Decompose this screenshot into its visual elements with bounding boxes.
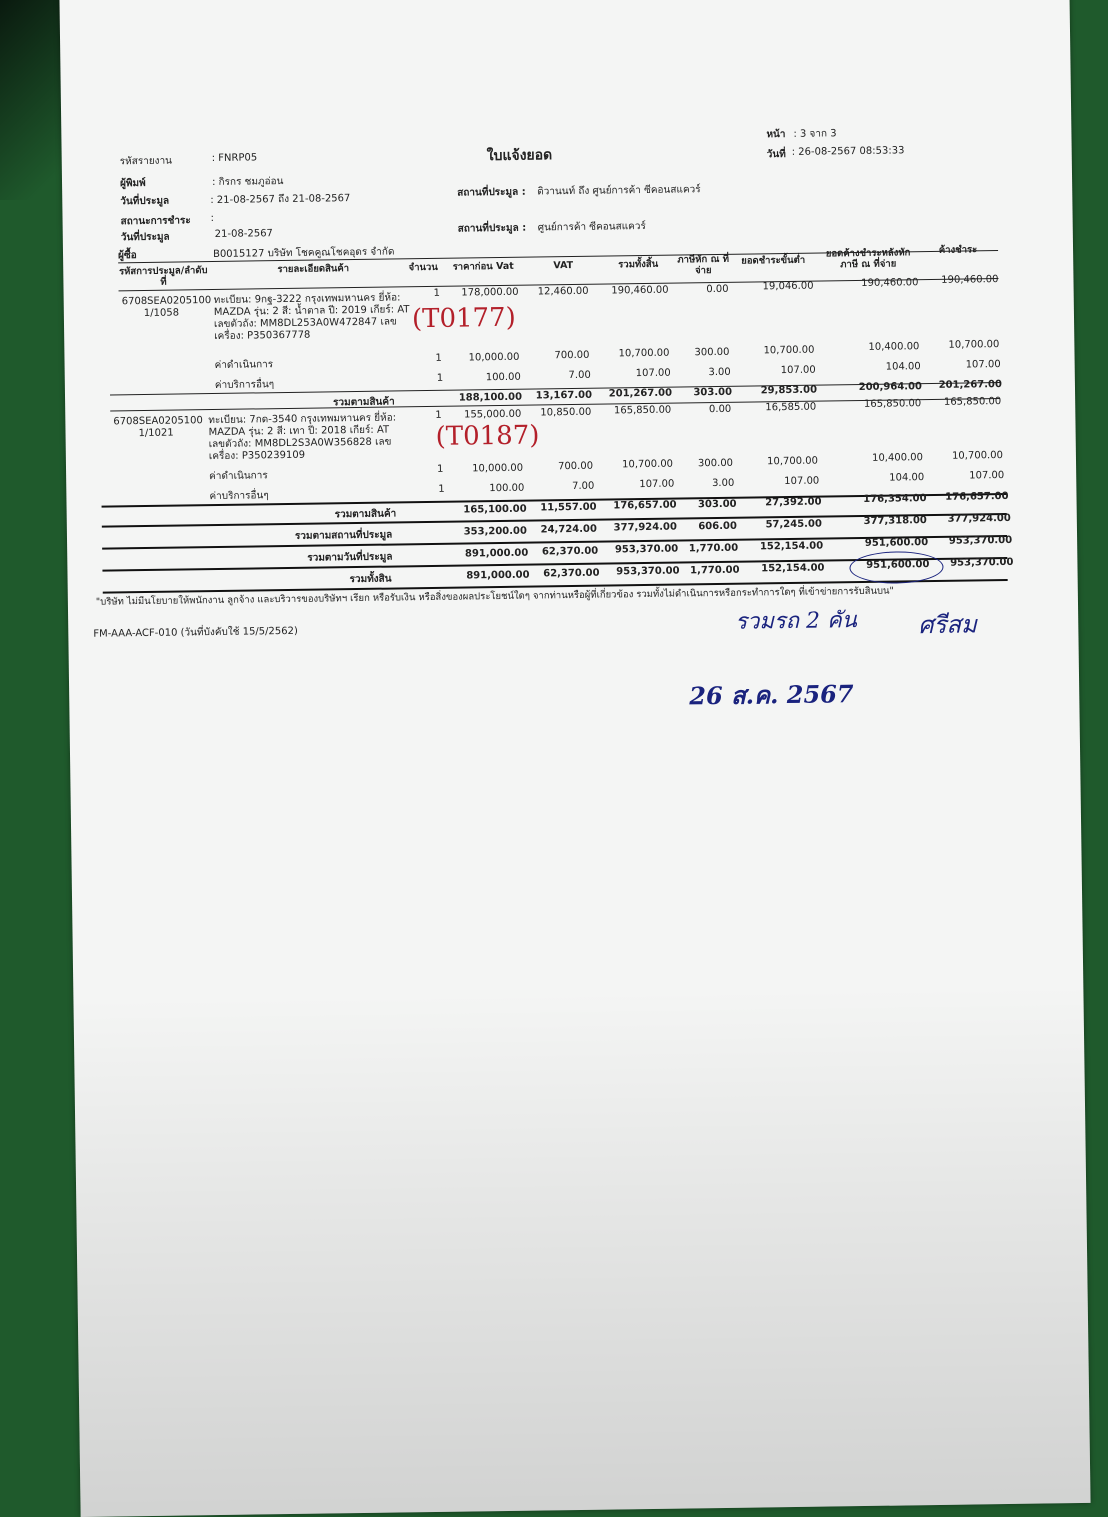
handwritten-note: รวมรถ 2 คัน — [735, 608, 857, 635]
signature: ศรีสม — [918, 610, 978, 640]
item-outstanding: 165,850.00 — [943, 396, 1002, 408]
service-qty: 1 — [438, 483, 445, 495]
total-vat: 24,724.00 — [540, 523, 597, 536]
handwritten-ref: (T0187) — [435, 420, 540, 452]
subtotal-vat: 13,167.00 — [535, 389, 593, 402]
page-value: : 3 จาก 3 — [793, 128, 837, 140]
fee-paid: 10,700.00 — [763, 344, 815, 357]
total-outstanding-after: 377,318.00 — [863, 515, 927, 527]
venue-label: สถานที่ประมูล : — [457, 186, 526, 199]
total-total: 953,370.00 — [614, 543, 679, 556]
item-paid: 19,046.00 — [762, 280, 814, 293]
venue2-label: สถานที่ประมูล : — [457, 222, 527, 235]
item-outstanding: 190,460.00 — [941, 274, 999, 286]
fee-wht: 300.00 — [697, 457, 734, 470]
item-total: 190,460.00 — [611, 284, 669, 297]
total-label: รวมตามสถานที่ประมูล — [294, 529, 393, 542]
handwritten-date: 26 ส.ค. 2567 — [689, 679, 854, 711]
col-paid: ยอดชำระขั้นต่ำ — [741, 254, 806, 267]
auction-date-range: : 21-08-2567 ถึง 21-08-2567 — [210, 193, 351, 207]
form-code: FM-AAA-ACF-010 (วันที่บังคับใช้ 15/5/2562) — [93, 625, 298, 640]
service-qty: 1 — [436, 372, 444, 384]
service-wht: 3.00 — [711, 477, 735, 490]
item-pre-vat: 178,000.00 — [461, 286, 519, 299]
item-paid: 16,585.00 — [765, 401, 817, 414]
anti-bribery-notice: "บริษัท ไม่มีนโยบายให้พนักงาน ลูกจ้าง และบริวารของบริษัทฯ เรียก หรือรับเงิน หรือสิ่งของผลประโยชน์ใดๆ จากท่านหรือผู้ที่เกี่ยวข้อง รวมทั้งไม่ดำเนินการหรือกระทำการใดๆ ที่เข้าข่ายการรับสินบน" — [95, 585, 894, 608]
total-label: รวมตามวันที่ประมูล — [307, 551, 393, 564]
col-outstanding: ค้างชำระ — [938, 244, 978, 256]
fee-wht: 300.00 — [694, 346, 730, 359]
subtotal-wht: 303.00 — [697, 498, 737, 511]
subtotal-paid: 29,853.00 — [760, 384, 818, 397]
total-wht: 606.00 — [698, 520, 737, 533]
printer-label: ผู้พิมพ์ — [119, 177, 146, 190]
item-wht: 0.00 — [708, 403, 732, 416]
service-total: 107.00 — [639, 478, 675, 491]
fee-outstanding: 10,700.00 — [948, 339, 1000, 351]
item-description: ทะเบียน: 9กฐ-3222 กรุงเทพมหานคร ยี่ห้อ: MAZDA รุ่น: 2 สี: น้ำตาล ปี: 2019 เกียร์: AT เลขตัวถัง: MM8DL253A0W472847 เลขเครื่อง: P350367778 — [213, 292, 410, 342]
total-pre-vat: 353,200.00 — [463, 525, 528, 538]
total-outstanding-after: 951,600.00 — [866, 559, 930, 571]
col-wht: ภาษีหัก ณ ที่จ่าย — [677, 253, 730, 277]
total-paid: 152,154.00 — [759, 540, 824, 553]
service-wht: 3.00 — [708, 366, 731, 379]
item-seq: 1/1021 — [138, 427, 174, 440]
subtotal-label: รวมตามสินค้า — [334, 508, 397, 521]
printer-value: : กิรกร ชมภูอ่อน — [211, 176, 284, 189]
auction-date-label: วันที่ประมูล — [120, 195, 170, 208]
item-code: 6708SEA0205100 — [113, 415, 203, 428]
service-vat: 7.00 — [571, 480, 595, 493]
subtotal-outstanding: 201,267.00 — [938, 379, 1003, 391]
print-date-value: : 26-08-2567 08:53:33 — [791, 145, 905, 158]
page-label: หน้า — [766, 129, 786, 141]
subtotal-wht: 303.00 — [693, 386, 733, 399]
auction-date2-value: 21-08-2567 — [214, 228, 273, 240]
total-wht: 1,770.00 — [690, 564, 740, 577]
total-pre-vat: 891,000.00 — [466, 569, 530, 582]
fee-paid: 10,700.00 — [767, 455, 819, 468]
service-outstanding-after: 104.00 — [889, 472, 925, 484]
subtotal-pre-vat: 165,100.00 — [463, 503, 527, 516]
fee-qty: 1 — [436, 463, 444, 475]
service-label: ค่าบริการอื่นๆ — [214, 379, 275, 391]
fee-label: ค่าดำเนินการ — [209, 470, 268, 483]
item-seq: 1/1058 — [143, 307, 180, 319]
col-qty: จำนวน — [408, 261, 438, 274]
service-outstanding: 107.00 — [969, 469, 1005, 482]
total-wht: 1,770.00 — [688, 542, 739, 555]
total-outstanding: 953,370.00 — [950, 556, 1014, 569]
item-code: 6708SEA0205100 — [121, 295, 212, 308]
total-pre-vat: 891,000.00 — [464, 547, 529, 560]
service-outstanding-after: 104.00 — [885, 361, 921, 373]
payment-status-value: : — [210, 212, 214, 225]
fee-outstanding-after: 10,400.00 — [871, 452, 924, 464]
buyer-label: ผู้ซื้อ — [117, 250, 137, 262]
service-paid: 107.00 — [780, 364, 816, 377]
item-outstanding-after: 190,460.00 — [861, 277, 919, 289]
subtotal-label: รวมตามสินค้า — [333, 396, 395, 409]
item-qty: 1 — [433, 287, 441, 299]
fee-outstanding-after: 10,400.00 — [868, 341, 920, 353]
fee-qty: 1 — [435, 352, 442, 364]
col-total: รวมทั้งสิ้น — [618, 258, 659, 271]
col-outstanding-after: ยอดค้างชำระหลังหักภาษี ณ ที่จ่าย — [825, 247, 911, 271]
fee-label: ค่าดำเนินการ — [214, 359, 274, 371]
item-vat: 10,850.00 — [540, 406, 592, 419]
item-pre-vat: 155,000.00 — [463, 408, 522, 421]
service-pre-vat: 100.00 — [489, 482, 525, 495]
fee-total: 10,700.00 — [618, 347, 670, 360]
item-qty: 1 — [435, 409, 442, 421]
total-vat: 62,370.00 — [543, 567, 600, 580]
report-code: : FNRP05 — [211, 152, 258, 165]
total-vat: 62,370.00 — [541, 545, 599, 558]
service-pre-vat: 100.00 — [485, 371, 521, 384]
service-vat: 7.00 — [568, 369, 591, 382]
total-outstanding: 953,370.00 — [948, 534, 1013, 547]
subtotal-paid: 27,392.00 — [765, 496, 822, 509]
statement-paper — [59, 0, 1090, 1517]
subtotal-total: 176,657.00 — [613, 499, 677, 512]
fee-vat: 700.00 — [557, 460, 594, 473]
report-code-label: รหัสรายงาน — [119, 155, 173, 168]
subtotal-vat: 11,557.00 — [540, 501, 597, 514]
service-label: ค่าบริการอื่นๆ — [209, 490, 269, 503]
total-total: 377,924.00 — [613, 521, 677, 534]
print-date-label: วันที่ — [766, 148, 786, 161]
total-total: 953,370.00 — [616, 565, 680, 578]
total-outstanding: 377,924.00 — [947, 512, 1011, 525]
item-outstanding-after: 165,850.00 — [863, 398, 922, 410]
item-vat: 12,460.00 — [537, 285, 589, 298]
subtotal-outstanding: 176,657.00 — [945, 490, 1009, 503]
item-description: ทะเบียน: 7กด-3540 กรุงเทพมหานคร ยี่ห้อ: MAZDA รุ่น: 2 สี: เทา ปี: 2018 เกียร์: AT เลขตัวถัง: MM8DL2S3A0W356828 เลขเครื่อง: P350239109 — [208, 412, 397, 463]
buyer-value: B0015127 บริษัท โชคคูณโชคอุดร จำกัด — [212, 246, 395, 261]
col-vat: VAT — [553, 259, 574, 272]
document-title: ใบแจ้งยอด — [486, 147, 553, 165]
subtotal-outstanding-after: 200,964.00 — [858, 381, 923, 394]
subtotal-total: 201,267.00 — [608, 387, 673, 400]
col-desc: รายละเอียดสินค้า — [277, 263, 350, 276]
venue-range: ติวานนท์ ถึง ศูนย์การค้า ซีคอนสแควร์ — [537, 184, 701, 198]
col-pre-vat: ราคาก่อน Vat — [452, 260, 514, 273]
venue2-value: ศูนย์การค้า ซีคอนสแควร์ — [537, 220, 646, 234]
total-paid: 152,154.00 — [761, 562, 825, 575]
payment-status-label: สถานะการชำระ — [120, 215, 191, 228]
fee-vat: 700.00 — [554, 349, 590, 362]
total-label: รวมทั้งสิน — [349, 573, 392, 586]
handwritten-ref: (T0177) — [411, 302, 516, 335]
total-paid: 57,245.00 — [765, 518, 822, 531]
service-paid: 107.00 — [784, 475, 820, 488]
col-code: รหัสการประมูล/ลำดับที่ — [118, 265, 208, 288]
fee-total: 10,700.00 — [622, 458, 674, 471]
fee-pre-vat: 10,000.00 — [468, 351, 520, 364]
fee-pre-vat: 10,000.00 — [472, 462, 524, 475]
subtotal-outstanding-after: 176,354.00 — [863, 493, 927, 505]
item-wht: 0.00 — [706, 283, 729, 296]
total-outstanding-after: 951,600.00 — [864, 537, 929, 549]
item-total: 165,850.00 — [613, 404, 672, 417]
auction-date2-label: วันที่ประมูล — [120, 231, 170, 244]
fee-outstanding: 10,700.00 — [951, 449, 1004, 462]
service-outstanding: 107.00 — [965, 359, 1001, 371]
service-total: 107.00 — [635, 367, 671, 380]
subtotal-pre-vat: 188,100.00 — [458, 391, 523, 404]
